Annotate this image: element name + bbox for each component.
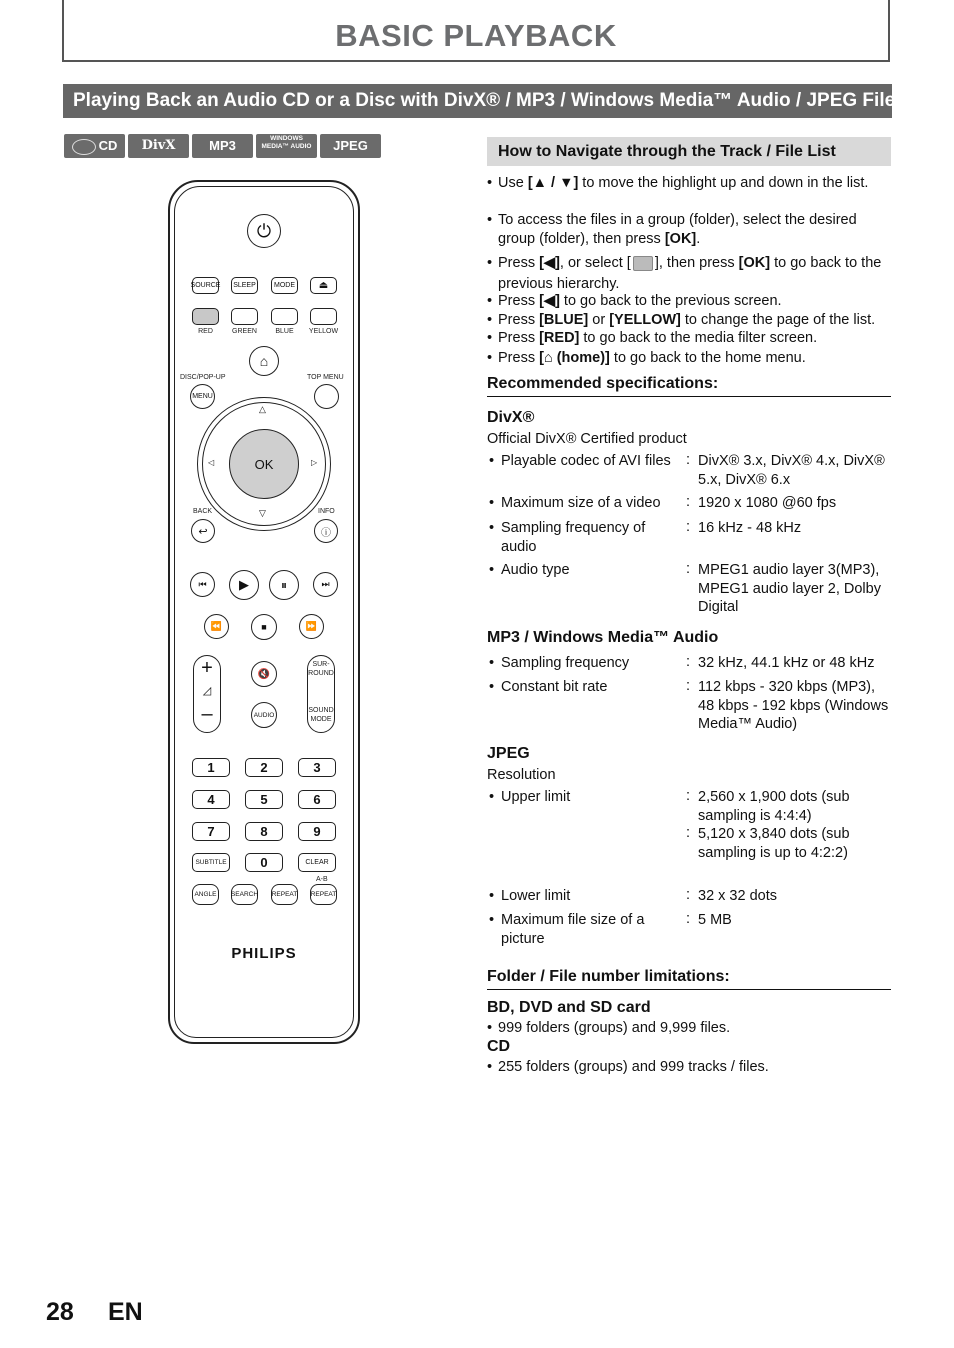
skip-forward-icon: ⏭ bbox=[321, 579, 330, 589]
key: (home)] bbox=[552, 350, 610, 366]
key: [ bbox=[539, 350, 544, 366]
spec-label: • Maximum file size of a picture bbox=[489, 911, 674, 948]
info-icon: ⓘ bbox=[321, 527, 331, 539]
nav-heading: How to Navigate through the Track / File List bbox=[487, 137, 891, 166]
skip-back-icon: ⏮ bbox=[198, 579, 207, 589]
recommended-heading: Recommended specifications: bbox=[487, 375, 891, 397]
green-label: GREEN bbox=[232, 328, 257, 335]
text: to move the highlight up and down in the list. bbox=[578, 175, 869, 191]
text: Press bbox=[498, 312, 540, 328]
ab-label: A-B bbox=[316, 876, 328, 883]
spec-label: • Sampling frequency of audio bbox=[489, 519, 674, 556]
text: ], then press bbox=[654, 255, 739, 271]
text: , or select [ bbox=[559, 255, 631, 271]
ok-button[interactable]: OK bbox=[229, 429, 299, 499]
ab-repeat-button[interactable]: REPEAT bbox=[310, 884, 337, 905]
fast-forward-icon: ⏩ bbox=[305, 621, 318, 631]
spec-colon: : bbox=[686, 561, 691, 577]
spec-label: • Playable codec of AVI files bbox=[489, 452, 674, 471]
sleep-button[interactable]: SLEEP bbox=[231, 277, 258, 294]
number-9-button[interactable]: 9 bbox=[298, 822, 336, 841]
nav-bullet-3 bbox=[487, 253, 891, 295]
disc-popup-label: DISC/POP-UP bbox=[180, 374, 226, 381]
text: . bbox=[696, 230, 701, 247]
jpeg-heading: JPEG bbox=[487, 745, 530, 762]
pause-icon: ⏸ bbox=[280, 577, 287, 592]
blue-button[interactable] bbox=[271, 308, 298, 325]
spec-value: 5,120 x 3,840 dots (sub sampling is up to 4:2:2) bbox=[698, 826, 850, 861]
text: Press bbox=[498, 293, 540, 309]
yellow-button[interactable] bbox=[310, 308, 337, 325]
blue-label: BLUE bbox=[275, 328, 294, 335]
spec-label: • Lower limit bbox=[489, 887, 674, 906]
home-icon: ⌂ bbox=[543, 350, 553, 366]
bd-bullet: • 999 folders (groups) and 9,999 files. bbox=[487, 1019, 891, 1038]
nav-bullet-2 bbox=[487, 211, 891, 248]
text: to go back to the previous screen. bbox=[559, 293, 782, 309]
nav-bullet-6 bbox=[487, 329, 891, 348]
language-code: EN bbox=[108, 1298, 143, 1326]
spec-label: • Upper limit bbox=[489, 788, 674, 807]
number-6-button[interactable]: 6 bbox=[298, 790, 336, 809]
divx-note: Official DivX® Certified product bbox=[487, 431, 687, 447]
nav-bullet-5 bbox=[487, 311, 891, 330]
surround-label: SUR-ROUND bbox=[308, 661, 334, 677]
cd-badge bbox=[64, 134, 125, 158]
back-button[interactable] bbox=[191, 519, 215, 543]
pause-button[interactable] bbox=[269, 570, 299, 600]
spec-colon: : bbox=[686, 887, 691, 903]
folder-heading: Folder / File number limitations: bbox=[487, 968, 891, 990]
jpeg-note: Resolution bbox=[487, 767, 556, 783]
key: [BLUE] bbox=[539, 312, 589, 328]
number-8-button[interactable]: 8 bbox=[245, 822, 283, 841]
play-button[interactable] bbox=[229, 570, 259, 600]
rewind-icon: ⏪ bbox=[210, 621, 223, 631]
spec-value: 32 kHz, 44.1 kHz or 48 kHz bbox=[698, 655, 875, 671]
info-label: INFO bbox=[318, 508, 335, 515]
text: Press bbox=[498, 350, 540, 366]
text: To access the files in a group (folder), select the desired group (folder), then press bbox=[498, 212, 857, 247]
jpeg-badge: JPEG bbox=[320, 134, 381, 158]
audio-button[interactable]: AUDIO bbox=[251, 702, 277, 728]
key: [OK] bbox=[738, 255, 771, 271]
disc-icon bbox=[72, 139, 96, 155]
cd-bullet: • 255 folders (groups) and 999 tracks / files. bbox=[487, 1058, 891, 1077]
cd-badge-label: CD bbox=[98, 138, 118, 153]
mp3-heading: MP3 / Windows Media™ Audio bbox=[487, 629, 719, 646]
text: to change the page of the list. bbox=[680, 312, 876, 328]
menu-button[interactable]: MENU bbox=[190, 384, 215, 409]
top-menu-button[interactable] bbox=[314, 384, 339, 409]
spec-colon: : bbox=[686, 494, 691, 510]
spec-colon: : bbox=[686, 911, 691, 927]
home-button[interactable] bbox=[249, 346, 279, 376]
spec-value: 5 MB bbox=[698, 912, 732, 928]
left-arrow-icon[interactable]: ◁ bbox=[208, 458, 215, 467]
search-button[interactable]: SEARCH bbox=[231, 884, 258, 905]
volume-up-icon: + bbox=[201, 657, 213, 679]
down-arrow-icon[interactable]: ▽ bbox=[259, 508, 266, 518]
spec-value: 2,560 x 1,900 dots (sub sampling is 4:4:4) bbox=[698, 789, 850, 824]
text: to go back to the home menu. bbox=[609, 350, 806, 366]
red-label: RED bbox=[198, 328, 213, 335]
spec-value: 112 kbps - 320 kbps (MP3), 48 kbps - 192 kbps (Windows Media™ Audio) bbox=[698, 679, 889, 733]
yellow-label: YELLOW bbox=[308, 328, 339, 335]
nav-bullet-1 bbox=[487, 174, 891, 193]
key: [YELLOW] bbox=[609, 312, 681, 328]
mute-button[interactable] bbox=[251, 661, 277, 687]
power-icon: ⏻ bbox=[256, 220, 272, 241]
key: [RED] bbox=[539, 330, 580, 346]
right-arrow-icon[interactable]: ▷ bbox=[311, 458, 318, 467]
mp3-badge: MP3 bbox=[192, 134, 253, 158]
text: or bbox=[588, 312, 610, 328]
divx-badge: DivX bbox=[128, 134, 189, 158]
key: [◀] bbox=[539, 255, 560, 271]
key: [▲ / ▼] bbox=[527, 175, 579, 191]
back-label: BACK bbox=[193, 508, 213, 515]
spec-colon: : bbox=[686, 452, 691, 468]
eject-button[interactable] bbox=[310, 277, 337, 294]
mode-button[interactable]: MODE bbox=[271, 277, 298, 294]
spec-value: 1920 x 1080 @60 fps bbox=[698, 495, 837, 511]
back-icon: ↩ bbox=[198, 525, 208, 538]
nav-bullet-7 bbox=[487, 349, 891, 368]
text: Press bbox=[498, 330, 540, 346]
previous-button[interactable] bbox=[190, 572, 215, 597]
page-title: BASIC PLAYBACK bbox=[335, 18, 617, 53]
source-button[interactable]: SOURCE bbox=[192, 277, 219, 294]
number-7-button[interactable]: 7 bbox=[192, 822, 230, 841]
cd-heading: CD bbox=[487, 1038, 511, 1055]
text: Press bbox=[498, 255, 540, 271]
divx-heading: DivX® bbox=[487, 409, 535, 426]
next-button[interactable] bbox=[313, 572, 338, 597]
volume-down-icon: – bbox=[201, 703, 213, 725]
spec-colon: : bbox=[686, 825, 691, 841]
bd-heading: BD, DVD and SD card bbox=[487, 999, 651, 1016]
repeat-button[interactable]: REPEAT bbox=[271, 884, 298, 905]
folder-up-icon bbox=[633, 256, 653, 271]
spec-colon: : bbox=[686, 788, 691, 804]
text: Use bbox=[498, 175, 528, 191]
up-arrow-icon[interactable]: △ bbox=[259, 404, 266, 414]
number-3-button[interactable]: 3 bbox=[298, 758, 336, 777]
power-button[interactable] bbox=[247, 214, 281, 248]
number-1-button[interactable]: 1 bbox=[192, 758, 230, 777]
clear-button[interactable]: CLEAR bbox=[298, 853, 336, 872]
top-menu-label: TOP MENU bbox=[307, 374, 344, 381]
home-icon: ⌂ bbox=[259, 353, 269, 369]
brand-logo: PHILIPS bbox=[231, 945, 297, 962]
volume-icon: ◿ bbox=[202, 685, 212, 697]
angle-button[interactable]: ANGLE bbox=[192, 884, 219, 905]
green-button[interactable] bbox=[231, 308, 258, 325]
fast-forward-button[interactable] bbox=[299, 614, 324, 639]
spec-value: DivX® 3.x, DivX® 4.x, DivX® 5.x, DivX® 6.x bbox=[698, 453, 885, 488]
eject-icon: ⏏ bbox=[318, 280, 329, 291]
key: [◀] bbox=[539, 293, 560, 309]
number-4-button[interactable]: 4 bbox=[192, 790, 230, 809]
page-number: 28 bbox=[46, 1298, 74, 1326]
spec-colon: : bbox=[686, 654, 691, 670]
stop-icon: ■ bbox=[261, 622, 267, 632]
number-5-button[interactable]: 5 bbox=[245, 790, 283, 809]
sound-mode-label: SOUND MODE bbox=[308, 707, 334, 723]
stop-button[interactable] bbox=[251, 614, 277, 640]
spec-value: 16 kHz - 48 kHz bbox=[698, 520, 802, 536]
red-button[interactable] bbox=[192, 308, 219, 325]
spec-label: • Audio type bbox=[489, 561, 674, 580]
spec-label: • Constant bit rate bbox=[489, 678, 674, 697]
info-button[interactable] bbox=[314, 519, 338, 543]
spec-value: MPEG1 audio layer 3(MP3), MPEG1 audio layer 2, Dolby Digital bbox=[698, 562, 881, 616]
text: to go back to the media filter screen. bbox=[579, 330, 818, 346]
spec-colon: : bbox=[686, 678, 691, 694]
spec-label: • Sampling frequency bbox=[489, 654, 674, 673]
spec-colon: : bbox=[686, 519, 691, 535]
mute-icon: 🔇 bbox=[257, 668, 271, 680]
spec-label: • Maximum size of a video bbox=[489, 494, 674, 513]
number-0-button[interactable]: 0 bbox=[245, 853, 283, 872]
text: to go back to the previous hierarchy. bbox=[498, 255, 882, 292]
number-2-button[interactable]: 2 bbox=[245, 758, 283, 777]
rewind-button[interactable] bbox=[204, 614, 229, 639]
play-icon: ▶ bbox=[239, 577, 249, 592]
wma-badge: WINDOWS MEDIA™ AUDIO bbox=[256, 134, 317, 158]
section-title: Playing Back an Audio CD or a Disc with DivX® / MP3 / Windows Media™ Audio / JPEG Files bbox=[63, 84, 892, 118]
subtitle-button[interactable]: SUBTITLE bbox=[192, 853, 230, 872]
spec-value: 32 x 32 dots bbox=[698, 888, 777, 904]
nav-bullet-4 bbox=[487, 292, 891, 311]
key: [OK] bbox=[664, 230, 697, 247]
volume-rocker[interactable] bbox=[193, 655, 221, 733]
